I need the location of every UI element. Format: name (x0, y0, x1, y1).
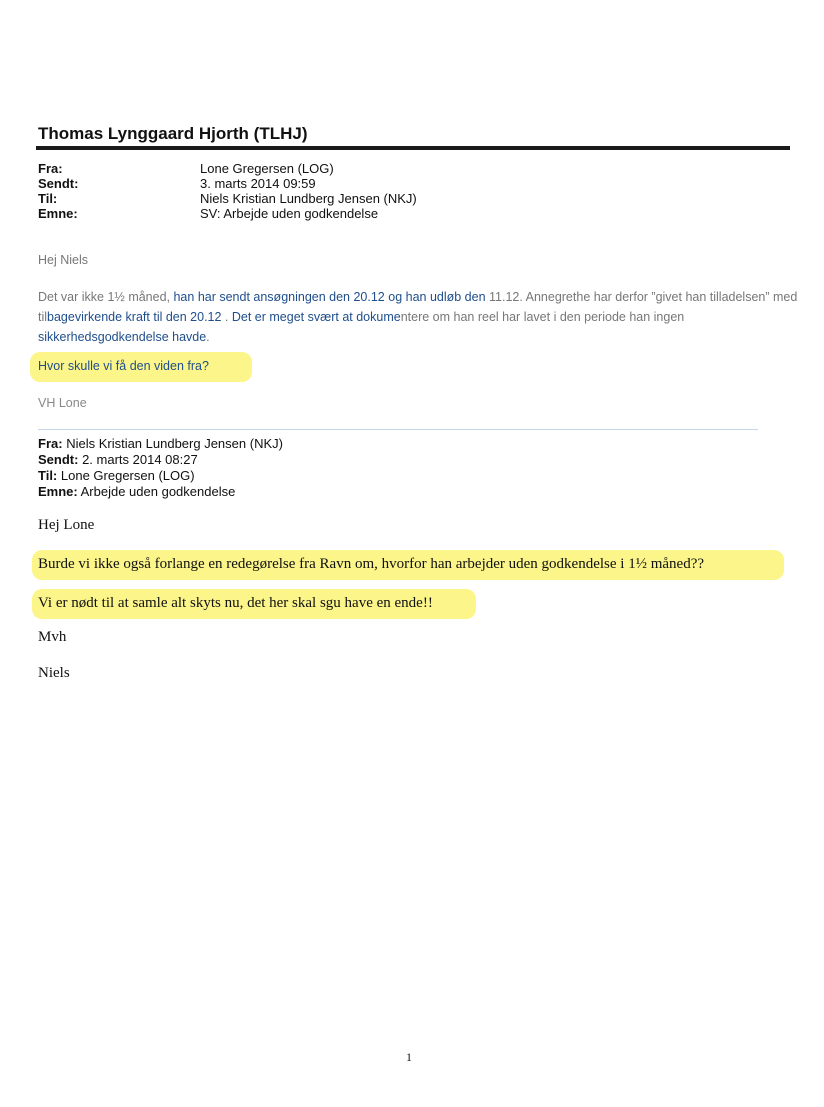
body-segment: . (221, 310, 232, 324)
subject-label: Emne: (38, 484, 78, 499)
header-rule (36, 146, 790, 150)
from-value: Lone Gregersen (LOG) (200, 161, 334, 176)
email1-to-row (38, 191, 417, 206)
to-value: Niels Kristian Lundberg Jensen (NKJ) (200, 191, 417, 206)
subject-label: Emne: (38, 206, 78, 221)
email1-signoff: VH Lone (38, 396, 87, 410)
email1-from-row (38, 161, 417, 176)
email2-greeting: Hej Lone (38, 517, 95, 533)
mailbox-owner-title: Thomas Lynggaard Hjorth (TLHJ) (38, 124, 308, 143)
email1-greeting: Hej Niels (38, 253, 89, 267)
body-segment: sikkerhedsgodkendelse havde (38, 330, 207, 344)
email2-to-row (38, 468, 283, 484)
to-label: Til: (38, 468, 58, 483)
email1-question: Hvor skulle vi få den viden fra? (38, 359, 209, 373)
from-value: Niels Kristian Lundberg Jensen (NKJ) (66, 436, 283, 451)
email1-subject-row (38, 206, 417, 221)
body-segment: . (206, 330, 210, 344)
body-segment: han har sendt ansøgningen den 20.12 og han udløb den (173, 290, 486, 304)
sent-value: 2. marts 2014 08:27 (82, 452, 198, 467)
email1-body (38, 287, 798, 347)
email2-line2: Vi er nødt til at samle alt skyts nu, det her skal sgu have en ende!! (38, 595, 433, 611)
subject-value: Arbejde uden godkendelse (80, 484, 236, 499)
sent-label: Sendt: (38, 176, 79, 191)
email2-signature: Niels (38, 665, 70, 681)
sent-value: 3. marts 2014 09:59 (200, 176, 316, 191)
body-segment: 11.12. Annegrethe har derfor ”givet han tilladelsen” med til (38, 290, 798, 324)
body-segment: ntere om han reel har lavet i den periode han ingen (400, 310, 685, 324)
email2-subject-row (38, 484, 283, 500)
email2-line1: Burde vi ikke også forlange en redegørelse fra Ravn om, hvorfor han arbejder uden godkendelse i 1½ måned?? (38, 556, 705, 572)
body-segment: Det er meget svært at dokume (231, 310, 401, 324)
email2-header (38, 436, 283, 500)
body-segment: bagevirkende kraft til den 20.12 (47, 310, 222, 324)
page-number: 1 (406, 1050, 412, 1064)
email2-closing: Mvh (38, 629, 67, 645)
email1-sent-row (38, 176, 417, 191)
sent-label: Sendt: (38, 452, 79, 467)
from-label: Fra: (38, 161, 63, 176)
email2-from-row (38, 436, 283, 452)
email1-header (38, 161, 417, 221)
subject-value: SV: Arbejde uden godkendelse (200, 206, 379, 221)
email2-sent-row (38, 452, 283, 468)
from-label: Fra: (38, 436, 63, 451)
quoted-email-divider (38, 429, 758, 430)
to-label: Til: (38, 191, 58, 206)
to-value: Lone Gregersen (LOG) (60, 468, 195, 483)
body-segment: Det var ikke 1½ måned, (38, 290, 174, 304)
